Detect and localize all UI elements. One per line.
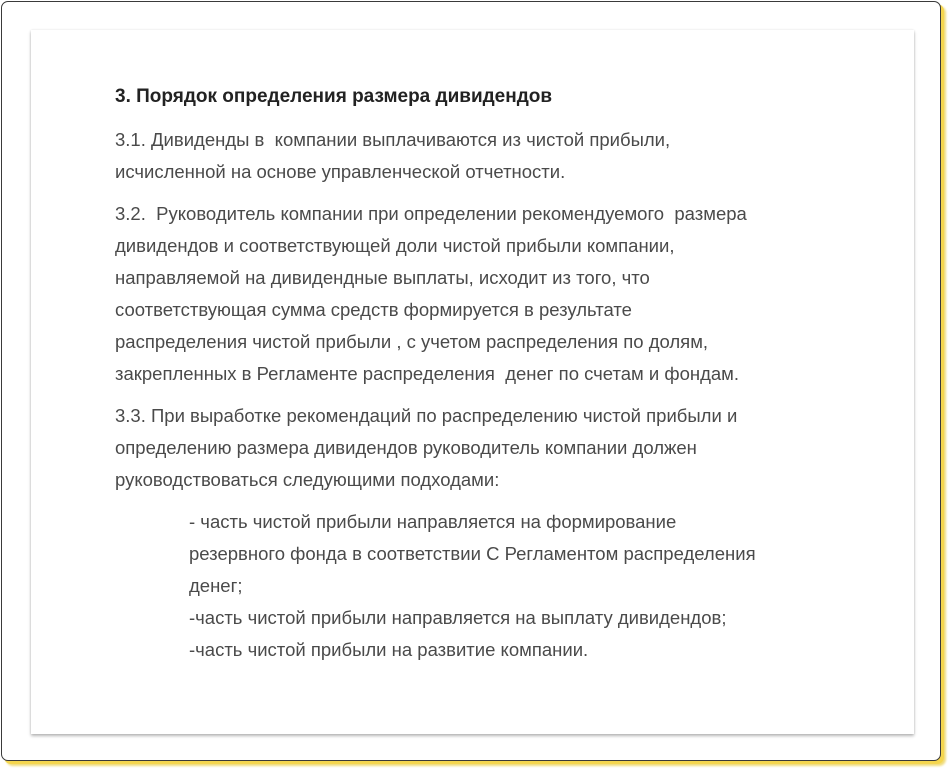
list-item-development: -часть чистой прибыли на развитие компании. — [189, 639, 589, 660]
screenshot-frame — [1, 1, 941, 761]
document-sheet — [31, 30, 914, 734]
paragraph-3-3: 3.3. При выработке рекомендаций по распределению чистой прибыли и определению размера дивидендов руководитель компании должен руководствоваться следующими подходами: — [115, 405, 738, 490]
list-item-dividends: -часть чистой прибыли направляется на выплату дивидендов; — [189, 607, 727, 628]
approaches-list — [189, 506, 845, 666]
document-content — [115, 84, 845, 666]
paragraph-3-1: 3.1. Дивиденды в компании выплачиваются из чистой прибыли, исчисленной на основе управленческой отчетности. — [115, 129, 671, 182]
section-heading: 3. Порядок определения размера дивидендов — [115, 86, 553, 107]
list-item-reserve-fund: - часть чистой прибыли направляется на формирование резервного фонда в соответствии С Регламентом распределения денег; — [189, 511, 756, 596]
paragraph-3-2: 3.2. Руководитель компании при определении рекомендуемого размера дивидендов и соответствующей доли чистой прибыли компании, направляемой на дивидендные выплаты, исходит из того, что соответствующая сумма средств формируется в результате распределения чистой прибыли , с учетом распределения по долям, закрепленных в Регламенте распределения денег по счетам и фондам. — [115, 203, 747, 384]
